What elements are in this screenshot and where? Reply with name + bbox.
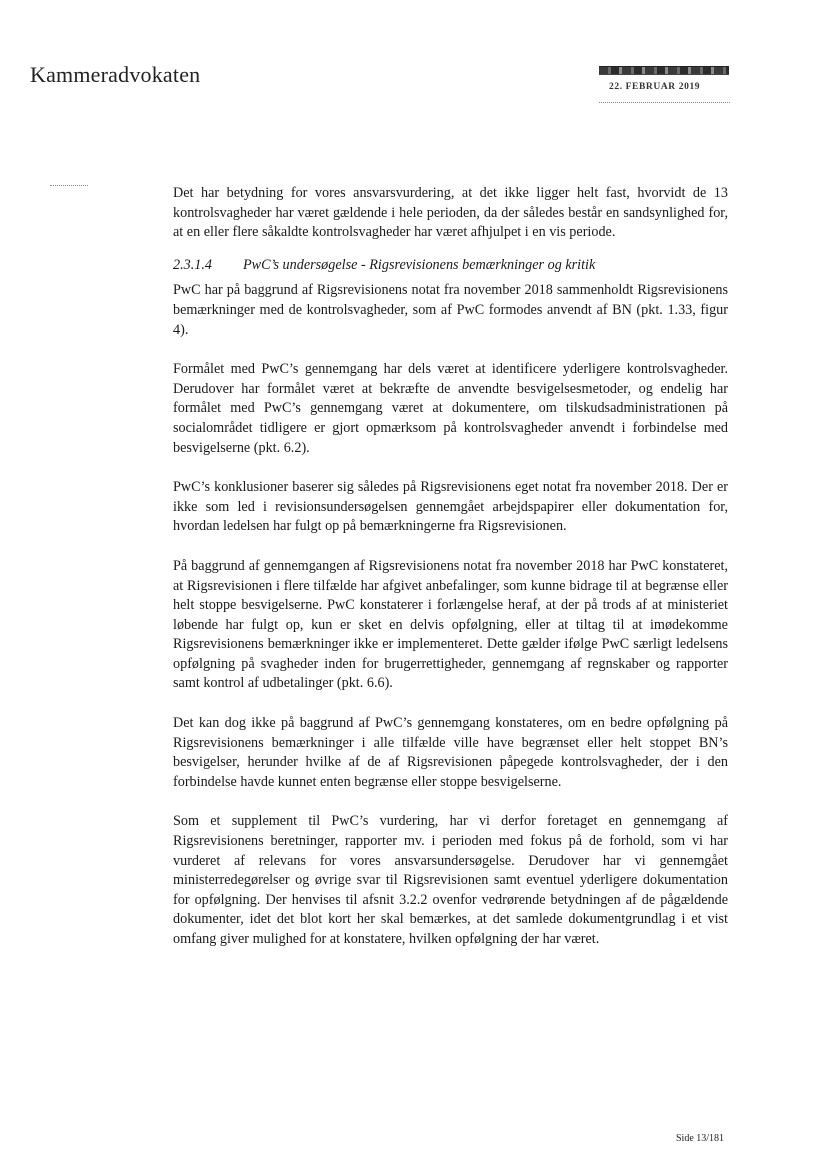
header-divider xyxy=(599,102,730,103)
section-number: 2.3.1.4 xyxy=(173,256,213,273)
header-bar-decoration xyxy=(599,66,729,75)
paragraph-3: PwC’s konklusioner baserer sig således på Rigsrevisionens eget notat fra november 2018. Der er ikke som led i revisionsundersøgelsen gennemgået arbejdspapirer eller dokumentation for, hvordan ledelsen har fulgt op på bemærkningerne fra Rigsrevisionen. xyxy=(173,479,728,535)
margin-divider xyxy=(50,185,88,186)
paragraph-4: På baggrund af gennemgangen af Rigsrevisionens notat fra november 2018 har PwC konstateret, at Rigsrevisionen i flere tilfælde har afgivet anbefalinger, som kunne bidrage til at begrænse eller helt stoppe besvigelserne. PwC konstaterer i forlængelse heraf, at der på trods af at ministeriet løbende har fulgt op, kun er sket en delvis opfølgning, eller at tiltag til at imødekomme Rigsrevisionens bemærkninger ikke er implementeret. Dette gælder ifølge PwC særligt ledelsens opfølgning på svagheder inden for brugerrettigheder, gennemgang af regnskaber og rapporter samt kontrol af udbetalinger (pkt. 6.6). xyxy=(173,557,728,692)
paragraph-5: Det kan dog ikke på baggrund af PwC’s gennemgang konstateres, om en bedre opfølgning på Rigsrevisionens bemærkninger i alle tilfælde ville have begrænset eller helt stoppet BN’s besvigelser, herunder hvilke af de af Rigsrevisionen påpegede kontrolsvagheder, der i den forbindelse havde kunnet enten begrænse eller stoppe besvigelserne. xyxy=(173,715,728,790)
section-heading xyxy=(173,256,728,276)
paragraph-6: Som et supplement til PwC’s vurdering, har vi derfor foretaget en gennemgang af Rigsrevisionens beretninger, rapporter mv. i perioden med fokus på de forhold, som vi har vurderet af relevans for vores ansvarsundersøgelse. Derudover har vi gennemgået ministerredegørelser og øvrige svar til Rigsrevisionen samt eventuel yderligere dokumentation for opfølgning. Der henvises til afsnit 3.2.2 ovenfor vedrørende betydningen af de pågældende dokumenter, idet det blot kort her skal bemærkes, at det samlede dokumentgrundlag i et vist omfang giver mulighed for at konstatere, hvilken opfølgning der har været. xyxy=(173,813,728,947)
page-number: Side 13/181 xyxy=(676,1133,725,1144)
organization-name: Kammeradvokaten xyxy=(30,62,201,87)
paragraph-2: Formålet med PwC’s gennemgang har dels været at identificere yderligere kontrolsvagheder. Derudover har formålet været at bekræfte de anvendte besvigelsesmetoder, og endelig har formålet med PwC’s gennemgang været at dokumentere, om tilskudsadministrationen på socialområdet tidligere er gjort opmærksom på kontrolsvagheder anvendt i forbindelse med besvigelserne (pkt. 6.2). xyxy=(173,361,728,456)
section-title: PwC’s undersøgelse - Rigsrevisionens bemærkninger og kritik xyxy=(243,256,596,273)
paragraph-1: PwC har på baggrund af Rigsrevisionens notat fra november 2018 sammenholdt Rigsrevisionens bemærkninger med de kontrolsvagheder, som af PwC formodes anvendt af BN (pkt. 1.33, figur 4). xyxy=(173,282,728,338)
document-body xyxy=(173,184,728,950)
document-date: 22. FEBRUAR 2019 xyxy=(609,82,701,92)
paragraph-intro: Det har betydning for vores ansvarsvurdering, at det ikke ligger helt fast, hvorvidt de 13 kontrolsvagheder har været gældende i hele perioden, da der således består en sandsynlighed for, at en eller flere såkaldte kontrolsvagheder har været afhjulpet i en vis periode. xyxy=(173,185,728,241)
